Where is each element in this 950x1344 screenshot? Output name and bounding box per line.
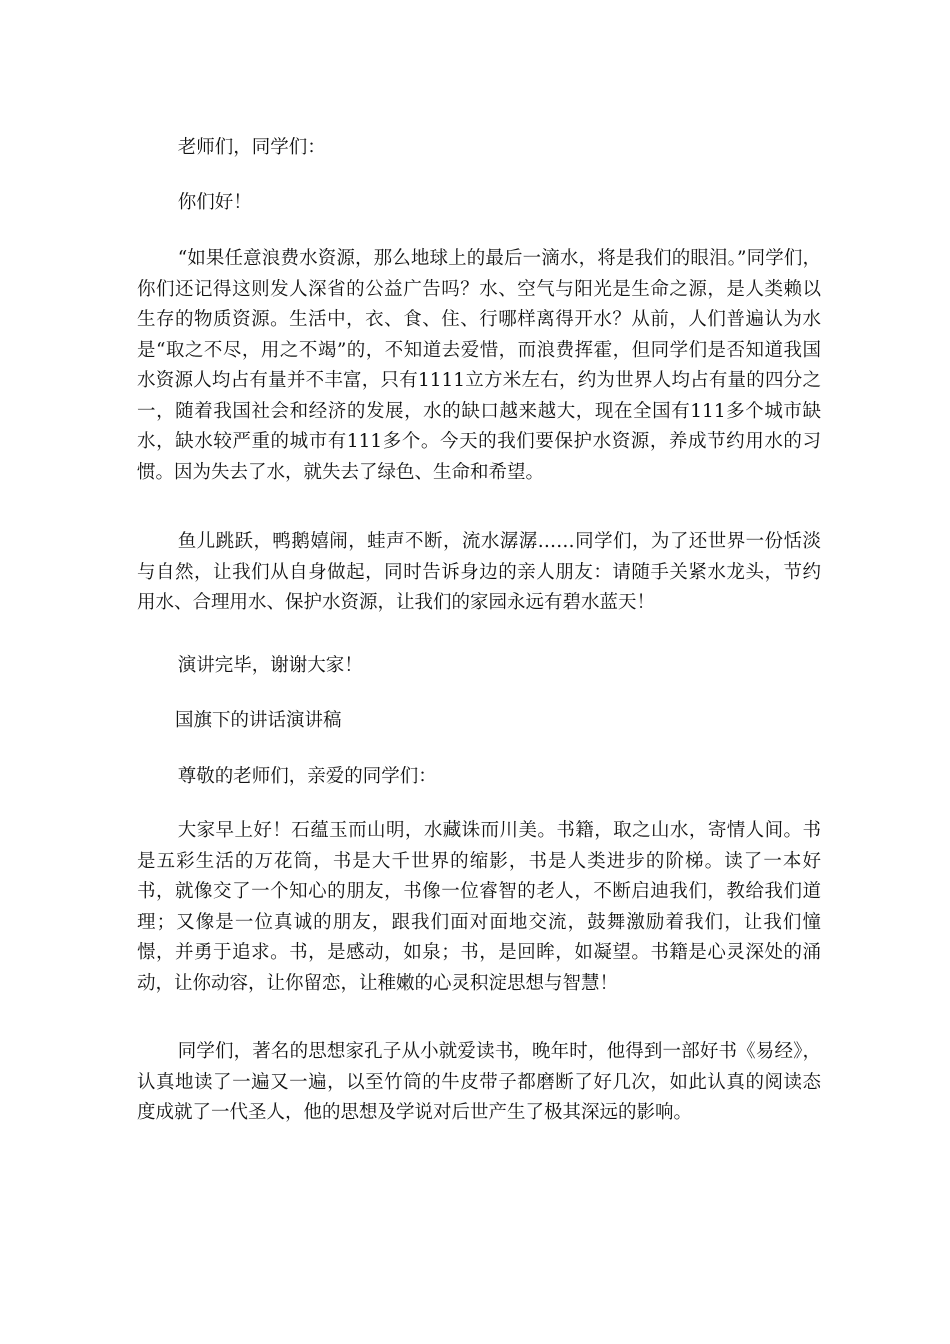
salutation-respected-teachers: 尊敬的老师们，亲爱的同学们： — [177, 766, 437, 787]
paragraph-water-resources: “如果任意浪费水资源，那么地球上的最后一滴水，将是我们的眼泪。”同学们，你们还记得这则发人深省的公益广告吗？水、空气与阳光是生命之源，是人类赖以生存的物质资源。生活中，衣、食、住、行哪样离得开水？从前，人们普遍认为水是“取之不尽，用之不竭”的，不知道去爱惜，而浪费挥霍，但同学们是否知道我国水资源人均占有量并不丰富，只有1111立方米左右，约为世界人均占有量的四分之一，随着我国社会和经济的发展，水的缺口越来越大，现在全国有111多个城市缺水，缺水较严重的城市有111多个。今天的我们要保护水资源，养成节约用水的习惯。因为失去了水，就失去了绿色、生命和希望。 — [137, 248, 821, 483]
speech-title: 国旗下的讲话演讲稿 — [175, 710, 342, 731]
paragraph-call-to-action: 鱼儿跳跃，鸭鹅嬉闹，蛙声不断，流水潺潺……同学们，为了还世界一份恬淡与自然，让我们从自身做起，同时告诉身边的亲人朋友：请随手关紧水龙头，节约用水、合理用水、保护水资源，让我们的家园永远有碧水蓝天！ — [137, 531, 821, 613]
paragraph-confucius: 同学们，著名的思想家孔子从小就爱读书，晚年时，他得到一部好书《易经》，认真地读了一遍又一遍，以至竹筒的牛皮带子都磨断了好几次，如此认真的阅读态度成就了一代圣人，他的思想及学说对后世产生了极其深远的影响。 — [137, 1041, 821, 1123]
greeting-hello: 你们好！ — [177, 192, 252, 213]
salutation-teachers-students: 老师们，同学们： — [177, 137, 326, 158]
paragraph-books: 大家早上好！石蕴玉而山明，水藏诛而川美。书籍，取之山水，寄情人间。书是五彩生活的万花筒，书是大千世界的缩影，书是人类进步的阶梯。读了一本好书，就像交了一个知心的朋友，书像一位睿智的老人，不断启迪我们，教给我们道理；又像是一位真诚的朋友，跟我们面对面地交流，鼓舞激励着我们，让我们憧憬，并勇于追求。书，是感动，如泉；书，是回眸，如凝望。书籍是心灵深处的涌动，让你动容，让你留恋，让稚嫩的心灵积淀思想与智慧！ — [137, 820, 821, 994]
closing-thanks: 演讲完毕，谢谢大家！ — [177, 655, 363, 676]
